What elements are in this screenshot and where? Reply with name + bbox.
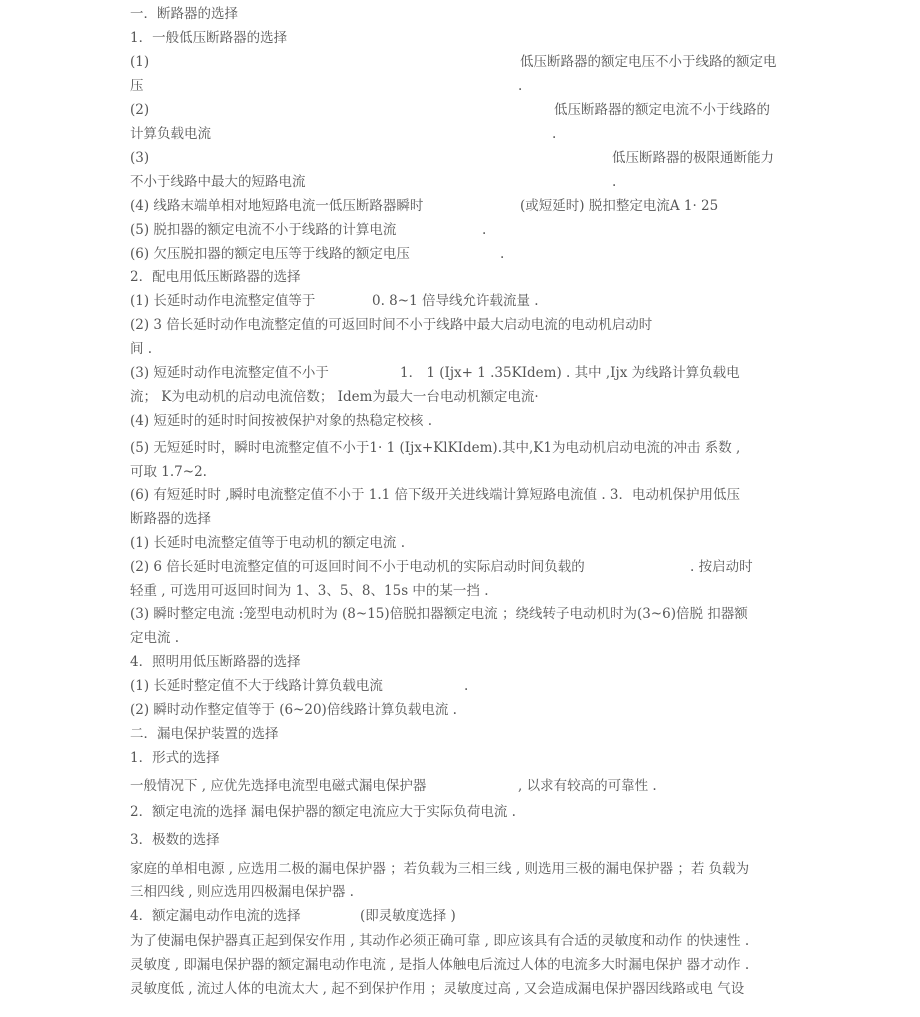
text-line: . <box>464 678 469 694</box>
text-line: (2) 6 倍长延时电流整定值的可返回时间不小于电动机的实际启动时间负载的 <box>130 559 585 575</box>
text-line: 0. 8~1 倍导线允许载流量 . <box>372 293 539 309</box>
text-line: 流； K为电动机的启动电流倍数； Idem为最大一台电动机额定电流· <box>130 389 539 405</box>
text-line: (或短延时) 脱扣整定电流A 1· 25 <box>520 198 719 214</box>
text-line: 灵敏度 , 即漏电保护器的额定漏电动作电流 , 是指人体触电后流过人体的电流多大时漏电保护 器才动作 . <box>130 957 750 973</box>
text-line: 灵敏度低 , 流过人体的电流太大 , 起不到保护作用 ；灵敏度过高 , 又会造成漏电保护器因线路或电 气设 <box>130 981 745 997</box>
text-line: (1) 长延时整定值不大于线路计算负载电流 <box>130 678 383 694</box>
subheading-lighting-breaker: 4．照明用低压断路器的选择 <box>130 654 301 670</box>
text-line: 间 . <box>130 341 153 357</box>
text-line: 低压断路器的额定电流不小于线路的 <box>554 102 770 118</box>
text-line: (6) 有短延时时 ,瞬时电流整定值不小于 1.1 倍下级开关进线端计算短路电流值 . 3．电动机保护用低压 <box>130 487 741 503</box>
text-line: 可取 1.7~2. <box>130 464 207 480</box>
text-line: (2) <box>130 102 150 118</box>
text-line: (5) 无短延时时，瞬时电流整定值不小于1· 1 (Ijx+KlKIdem).其中,K1为电动机启动电流的冲击 系数 , <box>130 440 741 456</box>
text-line: 定电流 . <box>130 630 180 646</box>
text-line: (2) 瞬时动作整定值等于 (6~20)倍线路计算负载电流 . <box>130 702 457 718</box>
text-line: 计算负载电流 <box>130 126 211 142</box>
text-line: 一般情况下 , 应优先选择电流型电磁式漏电保护器 <box>130 778 427 794</box>
text-line: (3) 瞬时整定电流 :笼型电动机时为 (8~15)倍脱扣器额定电流 ；绕线转子电动机时为(3~6)倍脱 扣器额 <box>130 606 748 622</box>
text-line: 三相四线 , 则应选用四极漏电保护器 . <box>130 884 354 900</box>
text-line: (5) 脱扣器的额定电流不小于线路的计算电流 <box>130 222 397 238</box>
text-line: . 按启动时 <box>690 559 753 575</box>
subheading-poles: 3．极数的选择 <box>130 832 220 848</box>
section-heading-leakage: 二．漏电保护装置的选择 <box>130 726 279 742</box>
text-line: 家庭的单相电源 , 应选用二极的漏电保护器 ；若负载为三相三线 , 则选用三极的漏电保护器 ；若 负载为 <box>130 861 750 877</box>
section-heading-breaker: 一．断路器的选择 <box>130 6 238 22</box>
text-line: 轻重 , 可选用可返回时间为 1、3、5、8、15s 中的某一挡 . <box>130 583 489 599</box>
subheading-rated-current: 2．额定电流的选择 漏电保护器的额定电流应大于实际负荷电流 . <box>130 804 516 820</box>
text-line: (1) <box>130 54 150 70</box>
text-line: (4) 线路末端单相对地短路电流一低压断路器瞬时 <box>130 198 424 214</box>
text-line: 为了使漏电保护器真正起到保安作用 , 其动作必须正确可靠 , 即应该具有合适的灵敏度和动作 的快速性 . <box>130 933 750 949</box>
subheading-distribution-breaker: 2．配电用低压断路器的选择 <box>130 269 301 285</box>
text-line: 低压断路器的极限通断能力 <box>612 150 774 166</box>
text-line: . <box>500 246 505 262</box>
text-line: (2) 3 倍长延时动作电流整定值的可返回时间不小于线路中最大启动电流的电动机启动时 <box>130 317 653 333</box>
text-line: 断路器的选择 <box>130 511 211 527</box>
text-line: (6) 欠压脱扣器的额定电压等于线路的额定电压 <box>130 246 410 262</box>
text-line: 低压断路器的额定电压不小于线路的额定电 <box>520 54 777 70</box>
subheading-general-breaker: 1．一般低压断路器的选择 <box>130 30 288 46</box>
text-line: (3) 短延时动作电流整定值不小于 <box>130 365 329 381</box>
text-line: . <box>612 174 617 190</box>
text-line: 压 <box>130 78 144 94</box>
text-line: (3) <box>130 150 150 166</box>
text-line: , 以求有较高的可靠性 . <box>518 778 657 794</box>
text-line: . <box>552 126 557 142</box>
text-line: 1． 1 (Ijx+ 1 .35KIdem) . 其中 ,Ijx 为线路计算负载电 <box>400 365 740 381</box>
subheading-form: 1．形式的选择 <box>130 750 220 766</box>
subheading-leakage-current: 4．额定漏电动作电流的选择 <box>130 908 301 924</box>
text-line: (即灵敏度选择 ) <box>360 908 456 924</box>
text-line: (4) 短延时的延时时间按被保护对象的热稳定校核 . <box>130 413 432 429</box>
text-line: 不小于线路中最大的短路电流 <box>130 174 306 190</box>
text-line: . <box>518 78 523 94</box>
text-line: . <box>482 222 487 238</box>
text-line: (1) 长延时动作电流整定值等于 <box>130 293 316 309</box>
text-line: (1) 长延时电流整定值等于电动机的额定电流 . <box>130 535 405 551</box>
